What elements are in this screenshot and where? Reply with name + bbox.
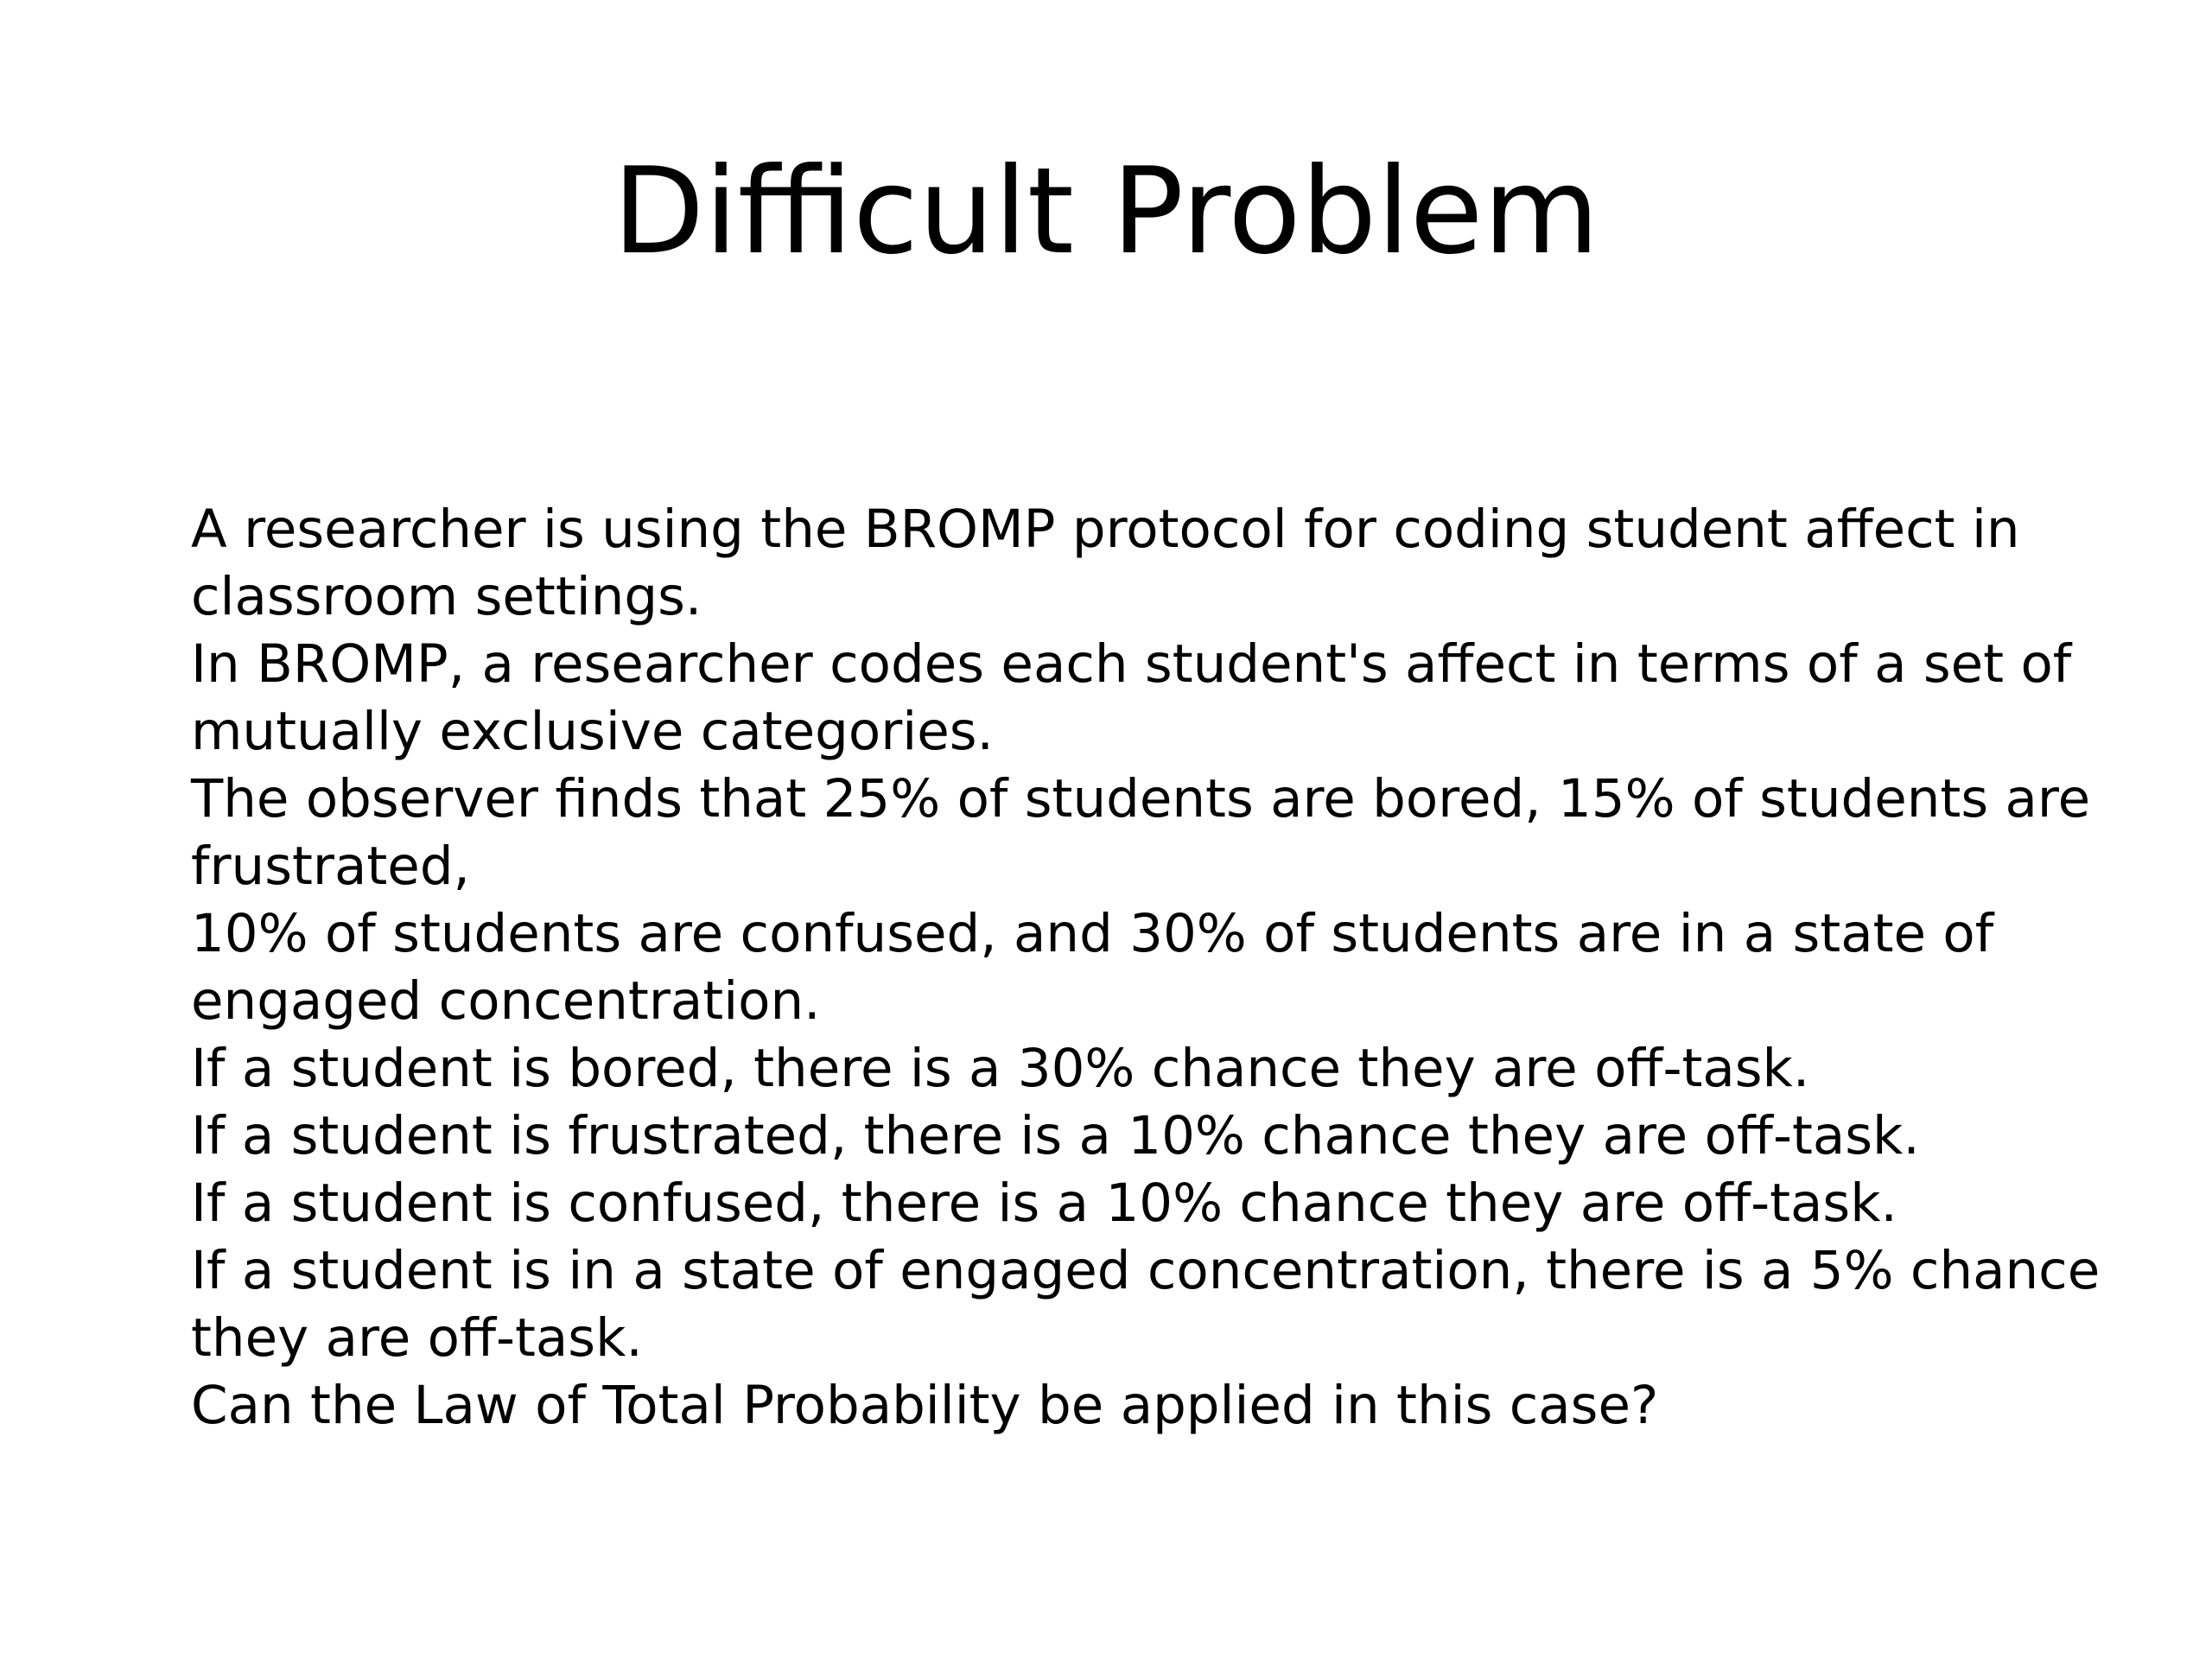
body-paragraph: If a student is bored, there is a 30% chance they are off-task.: [191, 1038, 1810, 1099]
body-paragraph: If a student is in a state of engaged concentration, there is a 5% chance they are off-task.: [191, 1240, 2101, 1369]
body-paragraph: The observer finds that 25% of students are bored, 15% of students are frustrated,: [191, 768, 2091, 897]
body-paragraph: If a student is confused, there is a 10% chance they are off-task.: [191, 1173, 1897, 1234]
body-paragraph: 10% of students are confused, and 30% of students are in a state of engaged concentration.: [191, 903, 1994, 1032]
slide-body: [191, 496, 2135, 1440]
body-paragraph: In BROMP, a researcher codes each student's affect in terms of a set of mutually exclusive categories.: [191, 633, 2072, 762]
body-paragraph: A researcher is using the BROMP protocol for coding student affect in classroom settings.: [191, 499, 2020, 627]
body-paragraph: If a student is frustrated, there is a 10% chance they are off-task.: [191, 1105, 1920, 1166]
body-paragraph: Can the Law of Total Probability be applied in this case?: [191, 1375, 1659, 1436]
slide-title: Difficult Problem: [613, 142, 1599, 281]
